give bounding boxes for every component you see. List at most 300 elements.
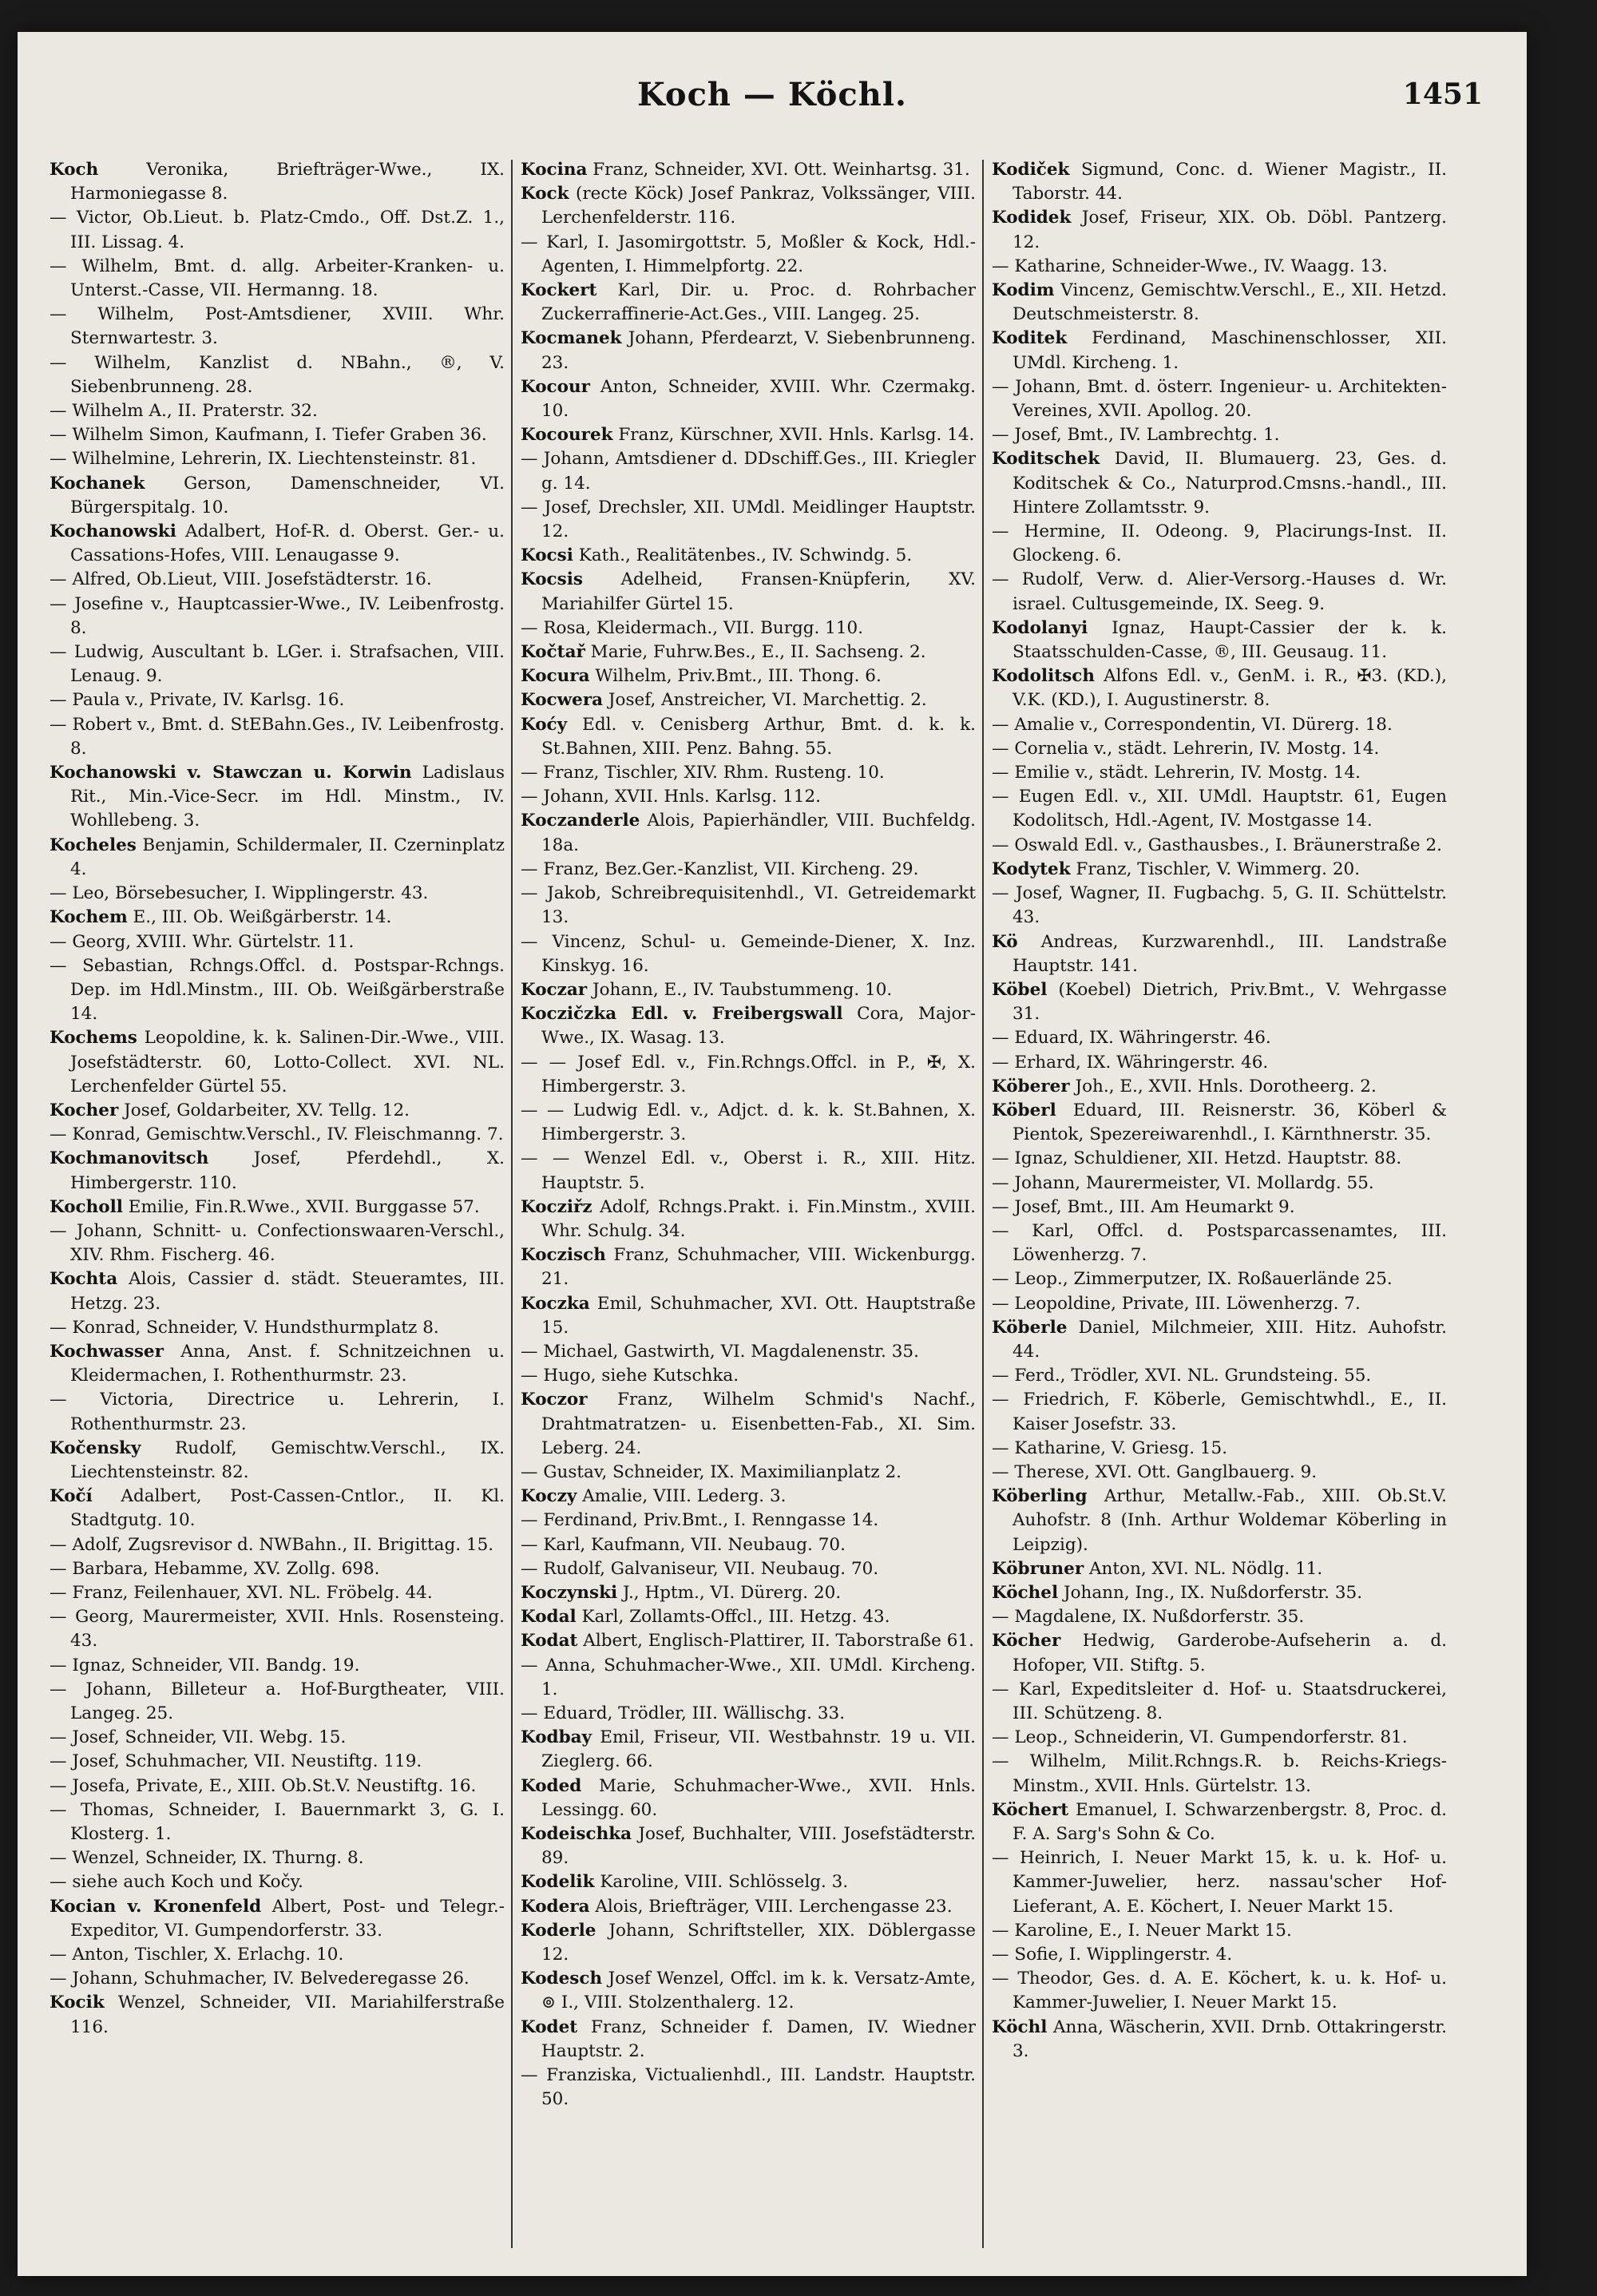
entry-text: — Thomas, Schneider, I. Bauernmarkt 3, G. I. Klosterg. 1.	[50, 1799, 505, 1845]
entry-headword: Koczor	[521, 1390, 588, 1410]
entry-text: Josef, Pferdehdl., X. Himbergerstr. 110.	[70, 1148, 505, 1193]
entry-text: — Georg, XVIII. Whr. Gürtelstr. 11.	[50, 931, 355, 952]
entry-text: — Vincenz, Schul- u. Gemeinde-Diener, X. Inz. Kinskyg. 16.	[521, 931, 976, 976]
directory-entry	[521, 2064, 976, 2112]
entry-text: — Konrad, Gemischtw.Verschl., IV. Fleischmanng. 7.	[50, 1124, 504, 1145]
entry-text: Josef, Friseur, XIX. Ob. Döbl. Pantzerg. 12.	[1012, 208, 1447, 252]
entry-text: — Erhard, IX. Währingerstr. 46.	[992, 1052, 1269, 1073]
entry-text: Andreas, Kurzwarenhdl., III. Landstraße Hauptstr. 141.	[1012, 931, 1447, 976]
directory-entry	[50, 1870, 505, 1894]
directory-entry	[521, 713, 976, 761]
directory-entry	[50, 834, 505, 882]
entry-headword: Kocourek	[521, 425, 613, 446]
entry-text: — Franziska, Victualienhdl., III. Landstr. Hauptstr. 50.	[521, 2065, 976, 2110]
entry-text: Benjamin, Schildermaler, II. Czerninplatz 4.	[70, 835, 505, 879]
entry-headword: Kočensky	[50, 1437, 141, 1458]
directory-entry	[992, 1726, 1447, 1750]
entry-headword: Kochta	[50, 1269, 118, 1290]
entry-text: — Karl, Expeditsleiter d. Hof- u. Staatsdruckerei, III. Schützeng. 8.	[992, 1679, 1447, 1723]
entry-headword: Koczanderle	[521, 811, 640, 831]
entry-text: Ferdinand, Maschinenschlosser, XII. UMdl. Kircheng. 1.	[1012, 328, 1447, 373]
directory-entry	[992, 1461, 1447, 1485]
entry-text: — Hermine, II. Odeong. 9, Placirungs-Inst. II. Glockeng. 6.	[992, 521, 1447, 566]
entry-headword: Koderle	[521, 1920, 596, 1941]
entry-text: Franz, Schuhmacher, VIII. Wickenburgg. 21.	[541, 1245, 976, 1290]
entry-text: — Ferdinand, Priv.Bmt., I. Renngasse 14.	[521, 1510, 879, 1531]
entry-text: Emil, Friseur, VII. Westbahnstr. 19 u. VII. Zieglerg. 66.	[541, 1727, 976, 1772]
entry-text: — Anton, Tischler, X. Erlachg. 10.	[50, 1945, 344, 1965]
directory-entry	[521, 231, 976, 279]
entry-text: Marie, Fuhrw.Bes., E., II. Sachseng. 2.	[585, 642, 926, 663]
entry-headword: Koded	[521, 1775, 582, 1796]
entry-text: Franz, Tischler, V. Wimmerg. 20.	[1070, 859, 1361, 879]
entry-text: Alfons Edl. v., GenM. i. R., ✠3. (KD.), V.K. (KD.), I. Augustinerstr. 8.	[1012, 666, 1447, 711]
directory-entry	[992, 1485, 1447, 1557]
entry-text: — — Wenzel Edl. v., Oberst i. R., XIII. Hitz. Hauptstr. 5.	[521, 1148, 976, 1193]
entry-headword: Kocziřz	[521, 1196, 592, 1217]
entry-text: — Josef, Schuhmacher, VII. Neustiftg. 119.	[50, 1751, 422, 1772]
entry-text: — Alfred, Ob.Lieut, VIII. Josefstädterstr. 16.	[50, 569, 432, 590]
entry-text: — Rudolf, Galvaniseur, VII. Neubaug. 70.	[521, 1558, 879, 1579]
directory-entry	[50, 761, 505, 834]
column-1	[50, 158, 505, 2250]
entry-text: — Johann, Maurermeister, VI. Mollardg. 55.	[992, 1172, 1374, 1193]
directory-entry	[521, 1702, 976, 1726]
entry-text: Emilie, Fin.R.Wwe., XVII. Burggasse 57.	[122, 1196, 480, 1217]
entry-headword: Kodat	[521, 1631, 578, 1652]
entry-headword: Köcher	[992, 1631, 1061, 1652]
directory-entry	[521, 1340, 976, 1364]
entry-text: Alois, Papierhändler, VIII. Buchfeldg. 18a.	[541, 811, 976, 855]
entry-text: Anton, Schneider, XVIII. Whr. Czermakg. 10.	[541, 376, 976, 422]
directory-entry	[50, 930, 505, 954]
entry-text: — Eugen Edl. v., XII. UMdl. Hauptstr. 61, Eugen Kodolitsch, Hdl.-Agent, IV. Mostgasse 14.	[992, 787, 1447, 831]
directory-entry	[992, 279, 1447, 327]
entry-headword: Köberling	[992, 1486, 1088, 1507]
directory-entry	[521, 182, 976, 230]
entry-text: Wilhelm, Priv.Bmt., III. Thong. 6.	[589, 666, 882, 687]
directory-entry	[50, 303, 505, 351]
entry-text: — Theodor, Ges. d. A. E. Köchert, k. u. k. Hof- u. Kammer-Juwelier, I. Neuer Markt 15.	[992, 1969, 1447, 2013]
directory-entry	[521, 664, 976, 688]
directory-entry	[50, 882, 505, 906]
page-title: Koch — Köchl.	[637, 76, 907, 113]
directory-entry	[521, 1243, 976, 1291]
entry-text: — Oswald Edl. v., Gasthausbes., I. Bräunerstraße 2.	[992, 835, 1442, 855]
entry-text: Arthur, Metallw.-Fab., XIII. Ob.St.V. Auhofstr. 8 (Inh. Arthur Woldemar Köberling in Leipzig).	[1012, 1486, 1447, 1555]
entry-text: Adalbert, Post-Cassen-Cntlor., II. Kl. Stadtgutg. 10.	[70, 1486, 505, 1531]
directory-entry	[521, 978, 976, 1002]
directory-entry	[992, 1629, 1447, 1677]
directory-entry	[521, 1147, 976, 1195]
entry-headword: Kockert	[521, 280, 597, 301]
directory-page	[18, 32, 1527, 2276]
entry-text: Johann, Schriftsteller, XIX. Döblergasse 12.	[541, 1920, 976, 1965]
directory-entry	[521, 1051, 976, 1099]
directory-entry	[992, 158, 1447, 206]
directory-entry	[50, 1437, 505, 1485]
entry-text: — Franz, Feilenhauer, XVI. NL. Fröbelg. 44.	[50, 1582, 433, 1603]
entry-text: — Leop., Schneiderin, VI. Gumpendorferstr. 81.	[992, 1727, 1408, 1748]
entry-text: Josef Wenzel, Offcl. im k. k. Versatz-Amte, ⊚ I., VIII. Stolzenthalerg. 12.	[541, 1969, 976, 2013]
entry-text: — — Josef Edl. v., Fin.Rchngs.Offcl. in P., ✠, X. Himbergerstr. 3.	[521, 1052, 976, 1096]
running-head	[18, 76, 1527, 132]
directory-entry	[50, 1654, 505, 1678]
entry-text: — Wilhelmine, Lehrerin, IX. Liechtensteinstr. 81.	[50, 449, 477, 470]
directory-entry	[992, 255, 1447, 279]
column-divider	[511, 160, 513, 2248]
directory-entry	[50, 1388, 505, 1436]
directory-entry	[50, 158, 505, 206]
entry-text: — Leopoldine, Private, III. Löwenherzg. 7.	[992, 1293, 1361, 1314]
directory-entry	[992, 1147, 1447, 1171]
directory-entry	[521, 447, 976, 495]
directory-entry	[521, 1870, 976, 1894]
directory-entry	[521, 1654, 976, 1702]
entry-text: — Franz, Tischler, XIV. Rhm. Rusteng. 10.	[521, 763, 885, 783]
directory-entry	[50, 1557, 505, 1581]
directory-entry	[992, 1967, 1447, 2015]
directory-entry	[992, 1798, 1447, 1846]
directory-entry	[50, 1026, 505, 1099]
entry-headword: Kocholl	[50, 1196, 123, 1217]
directory-entry	[50, 1726, 505, 1750]
entry-text: — Johann, Schuhmacher, IV. Belvederegasse 26.	[50, 1969, 470, 1989]
directory-entry	[521, 279, 976, 327]
entry-text: Johann, E., IV. Taubstummeng. 10.	[587, 979, 893, 1000]
entry-text: — Josefa, Private, E., XIII. Ob.St.V. Neustiftg. 16.	[50, 1775, 477, 1796]
entry-headword: Kodet	[521, 2016, 578, 2037]
entry-text: — Josef, Bmt., III. Am Heumarkt 9.	[992, 1196, 1295, 1217]
directory-entry	[992, 520, 1447, 568]
entry-text: Franz, Kürschner, XVII. Hnls. Karlsg. 14.	[612, 425, 975, 446]
directory-entry	[50, 1099, 505, 1123]
entry-text: Eduard, III. Reisnerstr. 36, Köberl & Pientok, Spezereiwarenhdl., I. Kärnthnerstr. 35.	[1012, 1100, 1447, 1145]
entry-text: Karoline, VIII. Schlösselg. 3.	[594, 1872, 849, 1893]
entry-text: — Cornelia v., städt. Lehrerin, IV. Mostg. 14.	[992, 738, 1380, 759]
directory-entry	[992, 1099, 1447, 1147]
entry-text: — Sofie, I. Wipplingerstr. 4.	[992, 1945, 1233, 1965]
directory-entry	[992, 1943, 1447, 1967]
directory-entry	[992, 1437, 1447, 1461]
entry-text: Adolf, Rchngs.Prakt. i. Fin.Minstm., XVIII. Whr. Schulg. 34.	[541, 1196, 976, 1241]
directory-entry	[521, 568, 976, 616]
entry-text: — Katharine, V. Griesg. 15.	[992, 1437, 1228, 1458]
entry-headword: Köbruner	[992, 1558, 1084, 1579]
entry-headword: Kochem	[50, 907, 128, 928]
entry-text: — Franz, Bez.Ger.-Kanzlist, VII. Kircheng. 29.	[521, 859, 919, 879]
entry-text: Karl, Dir. u. Proc. d. Rohrbacher Zuckerraffinerie-Act.Ges., VIII. Langeg. 25.	[541, 280, 976, 325]
directory-entry	[50, 520, 505, 568]
directory-entry	[50, 688, 505, 712]
entry-text: — Johann, Bmt. d. österr. Ingenieur- u. Architekten-Vereines, XVII. Apollog. 20.	[992, 376, 1447, 422]
directory-entry	[50, 1340, 505, 1388]
directory-entry	[521, 1292, 976, 1340]
directory-entry	[521, 1822, 976, 1870]
directory-entry	[521, 544, 976, 568]
entry-text: Marie, Schuhmacher-Wwe., XVII. Hnls. Lessingg. 60.	[541, 1775, 976, 1820]
entry-text: Adelheid, Fransen-Knüpferin, XV. Mariahilfer Gürtel 15.	[541, 569, 976, 614]
entry-text: — Rudolf, Verw. d. Alier-Versorg.-Hauses d. Wr. israel. Cultusgemeinde, IX. Seeg. 9.	[992, 569, 1447, 614]
entry-text: — Victor, Ob.Lieut. b. Platz-Cmdo., Off. Dst.Z. 1., III. Lissag. 4.	[50, 208, 505, 252]
entry-text: — Eduard, IX. Währingerstr. 46.	[992, 1028, 1271, 1049]
directory-entry	[521, 809, 976, 857]
directory-entry	[521, 1196, 976, 1243]
entry-headword: Kodim	[992, 280, 1055, 301]
entry-text: — Friedrich, F. Köberle, Gemischtwhdl., E., II. Kaiser Josefstr. 33.	[992, 1390, 1447, 1434]
directory-entry	[992, 664, 1447, 712]
entry-text: — Leo, Börsebesucher, I. Wipplingerstr. 43.	[50, 883, 429, 904]
entry-text: — Sebastian, Rchngs.Offcl. d. Postspar-Rchngs. Dep. im Hdl.Minstm., III. Ob. Weißgärberstraße 14.	[50, 955, 505, 1025]
directory-entry	[521, 930, 976, 978]
entry-text: Franz, Schneider f. Damen, IV. Wiedner Hauptstr. 2.	[541, 2016, 976, 2061]
entry-text: — Johann, XVII. Hnls. Karlsg. 112.	[521, 787, 821, 807]
entry-headword: Kocwera	[521, 690, 604, 711]
entry-text: — Victoria, Directrice u. Lehrerin, I. Rothenthurmstr. 23.	[50, 1390, 505, 1434]
entry-text: David, II. Blumauerg. 23, Ges. d. Koditschek & Co., Naturprod.Cmsns.-handl., III. Hintere Zollamtsstr. 9.	[1012, 449, 1447, 517]
entry-headword: Kock	[521, 184, 569, 204]
entry-text: — Karoline, E., I. Neuer Markt 15.	[992, 1920, 1292, 1941]
directory-entry	[521, 1629, 976, 1653]
entry-headword: Koditschek	[992, 449, 1100, 470]
directory-entry	[50, 1123, 505, 1147]
entry-text: — Robert v., Bmt. d. StEBahn.Ges., IV. Leibenfrostg. 8.	[50, 714, 505, 759]
entry-text: — Therese, XVI. Ott. Ganglbauerg. 9.	[992, 1461, 1318, 1482]
entry-text: Rudolf, Gemischtw.Verschl., IX. Liechtensteinstr. 82.	[70, 1437, 505, 1482]
directory-entry	[50, 255, 505, 303]
entry-text: Franz, Wilhelm Schmid's Nachf., Drahtmatratzen- u. Eisenbetten-Fab., XI. Sim. Leberg. 24.	[541, 1390, 976, 1458]
entry-headword: Koczar	[521, 979, 588, 1000]
directory-entry	[992, 1750, 1447, 1798]
directory-entry	[50, 351, 505, 399]
entry-text: — Barbara, Hebamme, XV. Zollg. 698.	[50, 1558, 380, 1579]
directory-entry	[521, 1895, 976, 1919]
directory-entry	[521, 617, 976, 640]
directory-entry	[521, 158, 976, 182]
directory-entry	[521, 423, 976, 447]
entry-text: Edl. v. Cenisberg Arthur, Bmt. d. k. k. St.Bahnen, XIII. Penz. Bahng. 55.	[541, 714, 976, 759]
entry-text: Alois, Briefträger, VIII. Lerchengasse 23.	[589, 1896, 953, 1917]
entry-text: — Adolf, Zugsrevisor d. NWBahn., II. Brigittag. 15.	[50, 1534, 494, 1555]
entry-headword: Koch	[50, 160, 99, 180]
directory-entry	[50, 906, 505, 930]
directory-entry	[50, 1895, 505, 1943]
directory-entry	[992, 1267, 1447, 1291]
directory-entry	[521, 761, 976, 785]
entry-text: Josef, Buchhalter, VIII. Josefstädterstr. 89.	[541, 1824, 976, 1869]
directory-entry	[992, 882, 1447, 930]
directory-entry	[50, 423, 505, 447]
directory-entry	[521, 375, 976, 423]
entry-text: Johann, Ing., IX. Nußdorferstr. 35.	[1058, 1582, 1363, 1603]
directory-entry	[50, 206, 505, 254]
entry-text: — Wilhelm, Post-Amtsdiener, XVIII. Whr. Sternwartestr. 3.	[50, 304, 505, 349]
directory-entry	[50, 472, 505, 520]
directory-entry	[50, 1678, 505, 1726]
directory-entry	[50, 954, 505, 1027]
entry-headword: Köberle	[992, 1317, 1068, 1338]
directory-entry	[521, 882, 976, 930]
directory-entry	[992, 1846, 1447, 1919]
directory-entry	[992, 1051, 1447, 1075]
entry-headword: Kocour	[521, 376, 590, 397]
entry-text: — Konrad, Schneider, V. Hundsthurmplatz 8.	[50, 1317, 439, 1338]
directory-entry	[992, 834, 1447, 858]
entry-headword: Kochanowski v. Stawczan u. Korwin	[50, 763, 412, 783]
directory-entry	[50, 640, 505, 688]
entry-text: Wenzel, Schneider, VII. Mariahilferstraße 116.	[70, 1993, 505, 2037]
entry-text: — Paula v., Private, IV. Karlsg. 16.	[50, 690, 345, 711]
entry-text: — siehe auch Koch und Kočy.	[50, 1872, 303, 1893]
entry-headword: Kochanek	[50, 473, 145, 494]
entry-text: — Gustav, Schneider, IX. Maximilianplatz 2.	[521, 1461, 902, 1482]
entry-text: — Josef, Schneider, VII. Webg. 15.	[50, 1727, 347, 1748]
directory-entry	[992, 1172, 1447, 1196]
entry-headword: Kodeischka	[521, 1824, 632, 1845]
directory-entry	[992, 785, 1447, 833]
entry-headword: Kochwasser	[50, 1341, 164, 1362]
entry-headword: Koczičzka Edl. v. Freibergswall	[521, 1004, 843, 1025]
directory-entry	[992, 1292, 1447, 1316]
entry-text: — Ignaz, Schuldiener, XII. Hetzd. Hauptstr. 88.	[992, 1148, 1402, 1169]
entry-text: — Rosa, Kleidermach., VII. Burgg. 110.	[521, 617, 864, 638]
directory-entry	[521, 1557, 976, 1581]
directory-entry	[992, 713, 1447, 737]
entry-headword: Kochmanovitsch	[50, 1148, 209, 1169]
entry-headword: Kočí	[50, 1486, 93, 1507]
entry-headword: Köchel	[992, 1582, 1059, 1603]
directory-entry	[992, 2016, 1447, 2064]
entry-text: Amalie, VIII. Lederg. 3.	[577, 1486, 787, 1507]
entry-text: Cora, Major-Wwe., IX. Wasag. 13.	[541, 1004, 976, 1049]
entry-text: — Wenzel, Schneider, IX. Thurng. 8.	[50, 1848, 364, 1869]
entry-headword: Koczy	[521, 1486, 577, 1507]
entry-headword: Kocura	[521, 666, 590, 687]
entry-text: — Josef, Drechsler, XII. UMdl. Meidlinger Hauptstr. 12.	[521, 497, 976, 542]
entry-text: — Karl, I. Jasomirgottstr. 5, Moßler & Kock, Hdl.-Agenten, I. Himmelpfortg. 22.	[521, 232, 976, 276]
entry-headword: Kocmanek	[521, 328, 622, 349]
directory-entry	[521, 688, 976, 712]
entry-headword: Kocian v. Kronenfeld	[50, 1896, 262, 1917]
directory-entry	[50, 593, 505, 640]
entry-headword: Kodal	[521, 1607, 577, 1628]
directory-entry	[992, 1557, 1447, 1581]
directory-entry	[992, 761, 1447, 785]
directory-entry	[521, 1605, 976, 1629]
directory-entry	[521, 858, 976, 882]
entry-text: Emil, Schuhmacher, XVI. Ott. Hauptstraße 15.	[541, 1293, 976, 1338]
directory-entry	[521, 1533, 976, 1557]
directory-entry	[521, 785, 976, 809]
directory-entry	[50, 1943, 505, 1967]
entry-text: Hedwig, Garderobe-Aufseherin a. d. Hofoper, VII. Stiftg. 5.	[1012, 1631, 1447, 1675]
directory-entry	[992, 978, 1447, 1026]
entry-text: Albert, Englisch-Plattirer, II. Taborstraße 61.	[577, 1631, 974, 1652]
entry-headword: Koditek	[992, 328, 1068, 349]
entry-headword: Köchl	[992, 2016, 1048, 2037]
entry-text: Joh., E., XVII. Hnls. Dorotheerg. 2.	[1069, 1076, 1377, 1096]
directory-entry	[50, 447, 505, 471]
entry-text: — Ferd., Trödler, XVI. NL. Grundsteing. 55.	[992, 1366, 1372, 1386]
entry-text: — Wilhelm A., II. Praterstr. 32.	[50, 401, 318, 422]
directory-entry	[992, 423, 1447, 447]
entry-headword: Koczisch	[521, 1245, 606, 1266]
entry-text: Ignaz, Haupt-Cassier der k. k. Staatsschulden-Casse, ®, III. Geusaug. 11.	[1012, 617, 1447, 663]
entry-text: — Jakob, Schreibrequisitenhdl., VI. Getreidemarkt 13.	[521, 883, 976, 928]
entry-text: E., III. Ob. Weißgärberstr. 14.	[127, 907, 392, 928]
directory-entry	[521, 1002, 976, 1050]
entry-headword: Köchert	[992, 1799, 1069, 1820]
directory-entry	[521, 1967, 976, 2015]
directory-entry	[50, 1219, 505, 1267]
directory-entry	[50, 1605, 505, 1653]
entry-text: Franz, Schneider, XVI. Ott. Weinhartsg. 31.	[587, 160, 970, 180]
directory-entry	[521, 1364, 976, 1388]
entry-text: Veronika, Briefträger-Wwe., IX. Harmoniegasse 8.	[70, 160, 505, 204]
entry-text: Alois, Cassier d. städt. Steueramtes, III. Hetzg. 23.	[70, 1269, 505, 1314]
directory-entry	[992, 568, 1447, 616]
entry-text: — Magdalene, IX. Nußdorferstr. 35.	[992, 1607, 1305, 1628]
entry-headword: Köbel	[992, 979, 1048, 1000]
directory-entry	[50, 1798, 505, 1846]
directory-entry	[521, 496, 976, 544]
column-2	[521, 158, 976, 2250]
entry-text: Ladislaus Rit., Min.-Vice-Secr. im Hdl. Minstm., IV. Wohllebeng. 3.	[70, 763, 505, 831]
entry-text: — Johann, Amtsdiener d. DDschiff.Ges., III. Kriegler g. 14.	[521, 449, 976, 494]
entry-headword: Koćy	[521, 714, 568, 735]
directory-entry	[992, 1196, 1447, 1219]
directory-entry	[521, 1099, 976, 1147]
directory-entry	[992, 737, 1447, 761]
directory-entry	[992, 1919, 1447, 1943]
entry-headword: Kodolitsch	[992, 666, 1096, 687]
directory-entry	[521, 1919, 976, 1967]
entry-text: — Josef, Bmt., IV. Lambrechtg. 1.	[992, 425, 1280, 446]
entry-headword: Kodelik	[521, 1872, 595, 1893]
directory-entry	[521, 2016, 976, 2064]
entry-text: — Anna, Schuhmacher-Wwe., XII. UMdl. Kircheng. 1.	[521, 1655, 976, 1699]
entry-headword: Kochanowski	[50, 521, 176, 542]
entry-text: — — Ludwig Edl. v., Adjct. d. k. k. St.Bahnen, X. Himbergerstr. 3.	[521, 1100, 976, 1145]
entry-text: — Johann, Billeteur a. Hof-Burgtheater, VIII. Langeg. 25.	[50, 1679, 505, 1723]
entry-headword: Kocher	[50, 1100, 119, 1120]
entry-headword: Kocina	[521, 160, 588, 180]
entry-text: — Josef, Wagner, II. Fugbachg. 5, G. II. Schüttelstr. 43.	[992, 883, 1447, 928]
entry-text: Sigmund, Conc. d. Wiener Magistr., II. Taborstr. 44.	[1012, 160, 1447, 204]
directory-entry	[992, 1075, 1447, 1099]
entry-text: (Koebel) Dietrich, Priv.Bmt., V. Wehrgasse 31.	[1012, 979, 1447, 1025]
entry-headword: Koczynski	[521, 1582, 618, 1603]
entry-text: — Leop., Zimmerputzer, IX. Roßauerlände 25.	[992, 1269, 1393, 1290]
entry-text: (recte Köck) Josef Pankraz, Volkssänger, VIII. Lerchenfelderstr. 116.	[541, 184, 976, 228]
directory-entry	[50, 1316, 505, 1340]
entry-text: — Wilhelm, Milit.Rchngs.R. b. Reichs-Kriegs-Minstm., XVII. Hnls. Gürtelstr. 13.	[992, 1751, 1447, 1796]
entry-text: — Ludwig, Auscultant b. LGer. i. Strafsachen, VIII. Lenaug. 9.	[50, 642, 505, 687]
entry-text: Gerson, Damenschneider, VI. Bürgerspitalg. 10.	[70, 473, 505, 517]
directory-entry	[992, 206, 1447, 254]
entry-text: — Heinrich, I. Neuer Markt 15, k. u. k. Hof- u. Kammer-Juwelier, herz. nassau'scher Hof-Lieferant, A. E. Köchert, I. Neuer Markt 15.	[992, 1848, 1447, 1917]
entry-text: — Karl, Kaufmann, VII. Neubaug. 70.	[521, 1534, 846, 1555]
directory-entry	[992, 858, 1447, 882]
entry-headword: Kodidek	[992, 208, 1072, 228]
entry-text: Anna, Wäscherin, XVII. Drnb. Ottakringerstr. 3.	[1012, 2016, 1447, 2061]
entry-headword: Kodera	[521, 1896, 590, 1917]
directory-entry	[521, 1509, 976, 1533]
entry-text: — Ignaz, Schneider, VII. Bandg. 19.	[50, 1655, 360, 1675]
entry-headword: Köberl	[992, 1100, 1056, 1120]
directory-entry	[521, 1388, 976, 1461]
directory-entry	[992, 1678, 1447, 1726]
